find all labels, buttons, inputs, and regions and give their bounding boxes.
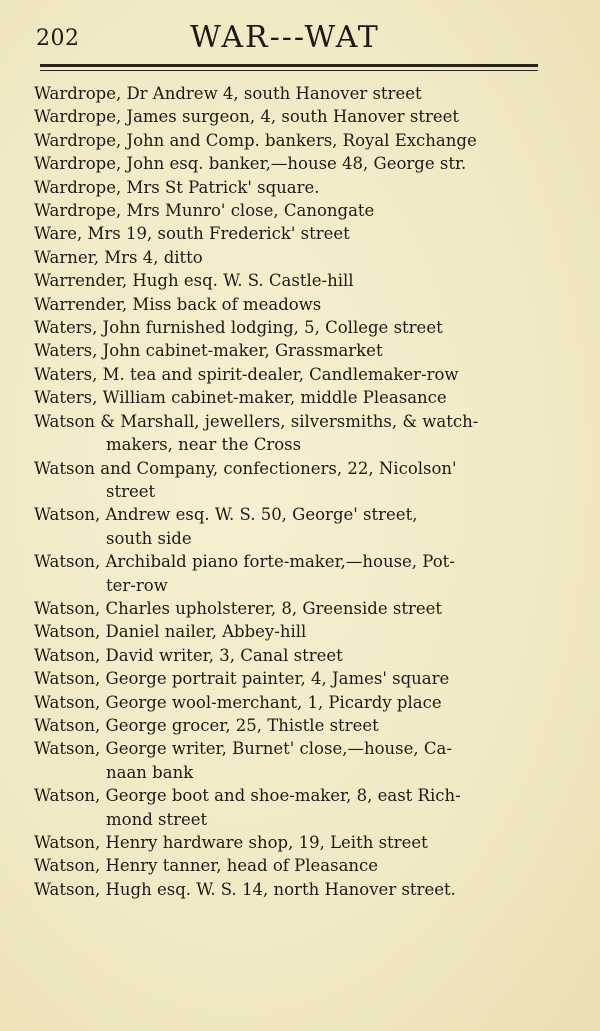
entry-text: Warner, Mrs 4, ditto xyxy=(34,247,203,267)
entry-text: Watson, Andrew esq. W. S. 50, George' street, xyxy=(34,505,418,525)
directory-entry xyxy=(34,176,546,199)
directory-entry xyxy=(34,737,546,784)
directory-entry xyxy=(34,691,546,714)
entry-continuation: street xyxy=(106,481,156,501)
directory-entry xyxy=(34,597,546,620)
directory-entry xyxy=(34,246,546,269)
entry-text: Waters, John cabinet-maker, Grassmarket xyxy=(34,341,383,361)
entry-text: Wardrope, John and Comp. bankers, Royal Exchange xyxy=(34,130,477,150)
entry-text: Watson, Hugh esq. W. S. 14, north Hanover street. xyxy=(34,879,456,899)
page-number: 202 xyxy=(36,26,80,51)
directory-entry xyxy=(34,784,546,831)
entry-text: Wardrope, John esq. banker,—house 48, George str. xyxy=(34,154,467,174)
directory-entry xyxy=(34,339,546,362)
entry-continuation: ter-row xyxy=(106,575,168,595)
header-rule-thick xyxy=(40,64,538,67)
entry-continuation: mond street xyxy=(106,809,208,829)
directory-entry xyxy=(34,316,546,339)
entry-text: Watson, Henry tanner, head of Pleasance xyxy=(34,856,379,876)
entry-text: Watson, David writer, 3, Canal street xyxy=(34,645,343,665)
entry-text: Watson, George grocer, 25, Thistle street xyxy=(34,715,379,735)
page-header xyxy=(36,16,546,56)
entry-text: Watson, George boot and shoe-maker, 8, east Rich- xyxy=(34,786,461,806)
entry-continuation: makers, near the Cross xyxy=(106,435,302,455)
entry-text: Ware, Mrs 19, south Frederick' street xyxy=(34,224,350,244)
directory-entry xyxy=(34,199,546,222)
directory-entry xyxy=(34,854,546,877)
entry-text: Wardrope, Mrs Munro' close, Canongate xyxy=(34,201,375,221)
entry-text: Watson and Company, confectioners, 22, Nicolson' xyxy=(34,458,457,478)
directory-entry xyxy=(34,831,546,854)
entry-text: Watson, Charles upholsterer, 8, Greenside street xyxy=(34,598,443,618)
entry-text: Watson, George writer, Burnet' close,—house, Ca- xyxy=(34,739,452,759)
directory-entry xyxy=(34,105,546,128)
directory-entry xyxy=(34,644,546,667)
directory-entry xyxy=(34,410,546,457)
directory-entry xyxy=(34,714,546,737)
directory-entry xyxy=(34,363,546,386)
entry-text: Warrender, Miss back of meadows xyxy=(34,294,322,314)
directory-entry xyxy=(34,269,546,292)
directory-entry xyxy=(34,620,546,643)
directory-entries xyxy=(34,82,546,901)
header-rule-thin xyxy=(40,70,538,71)
entry-continuation: south side xyxy=(106,528,192,548)
entry-text: Wardrope, Dr Andrew 4, south Hanover street xyxy=(34,84,422,103)
entry-text: Watson, George portrait painter, 4, James' square xyxy=(34,669,450,689)
entry-text: Waters, John furnished lodging, 5, College street xyxy=(34,318,443,338)
entry-text: Wardrope, James surgeon, 4, south Hanover street xyxy=(34,107,460,127)
directory-entry xyxy=(34,129,546,152)
entry-text: Warrender, Hugh esq. W. S. Castle-hill xyxy=(34,271,354,291)
directory-entry xyxy=(34,386,546,409)
directory-entry xyxy=(34,293,546,316)
running-head: WAR---WAT xyxy=(190,20,380,55)
entry-text: Watson, George wool-merchant, 1, Picardy place xyxy=(34,692,442,712)
directory-entry xyxy=(34,222,546,245)
directory-entry xyxy=(34,152,546,175)
directory-entry xyxy=(34,878,546,901)
entry-text: Watson, Daniel nailer, Abbey-hill xyxy=(34,622,307,642)
entry-continuation: naan bank xyxy=(106,762,194,782)
entry-text: Wardrope, Mrs St Patrick' square. xyxy=(34,177,320,197)
directory-entry xyxy=(34,550,546,597)
directory-entry xyxy=(34,82,546,105)
directory-entry xyxy=(34,503,546,550)
entry-text: Watson, Archibald piano forte-maker,—house, Pot- xyxy=(34,552,455,572)
directory-entry xyxy=(34,457,546,504)
entry-text: Watson, Henry hardware shop, 19, Leith street xyxy=(34,833,428,852)
entry-text: Waters, William cabinet-maker, middle Pleasance xyxy=(34,388,447,408)
entry-text: Watson & Marshall, jewellers, silversmiths, & watch- xyxy=(34,411,479,431)
entry-text: Waters, M. tea and spirit-dealer, Candlemaker-row xyxy=(34,364,459,384)
directory-entry xyxy=(34,667,546,690)
